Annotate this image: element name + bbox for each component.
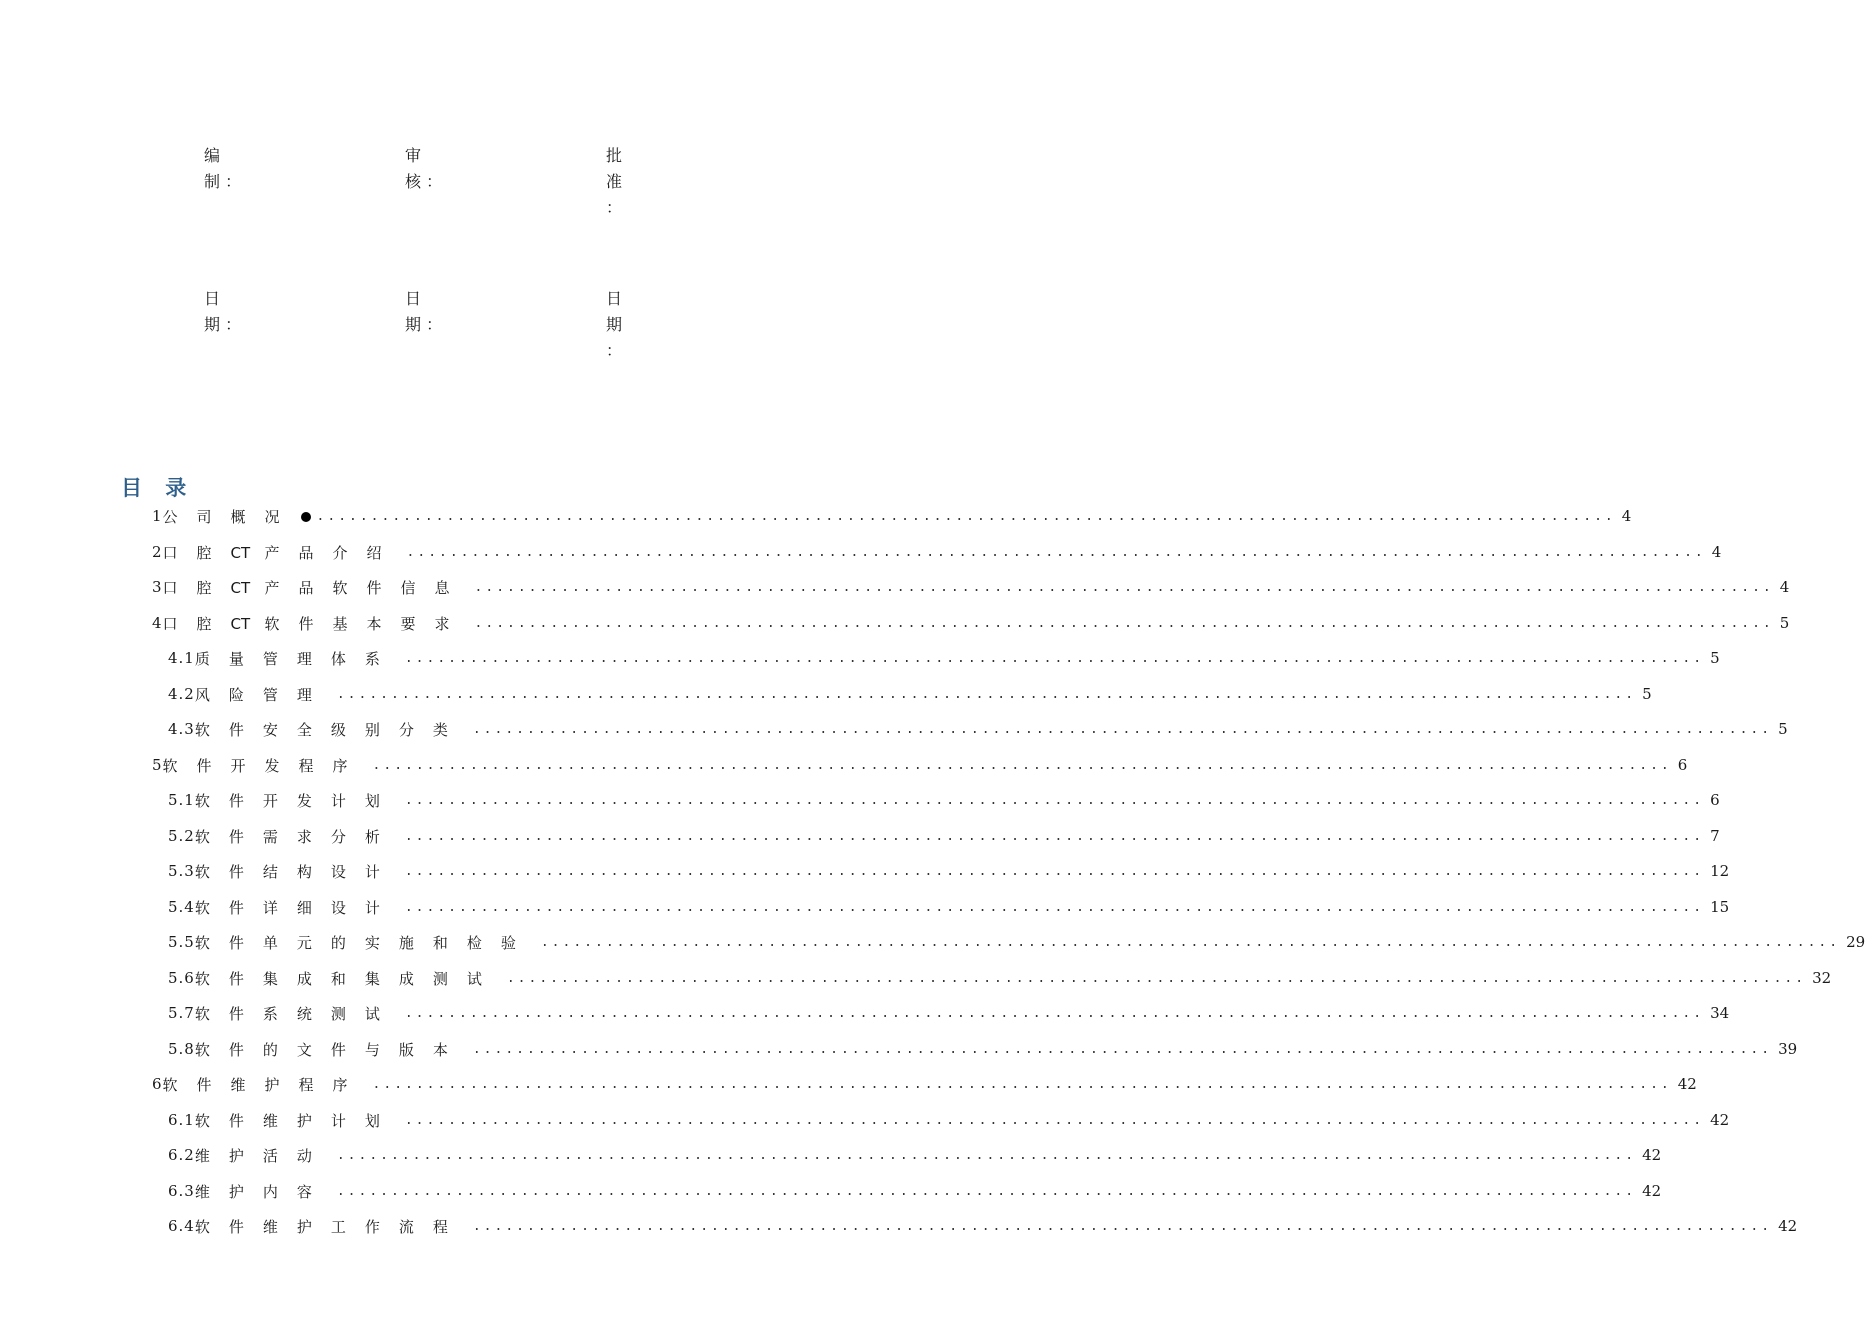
toc-entry-number: 5.8 bbox=[168, 1040, 195, 1058]
toc-leader-dots: ........................................................................................................................ bbox=[336, 1183, 1637, 1199]
toc-page-number: 39 bbox=[1778, 1040, 1798, 1058]
toc-entry-char: 计 bbox=[330, 791, 346, 810]
toc-entry-number: 5.5 bbox=[168, 933, 195, 951]
toc-entry-char: 设 bbox=[330, 862, 346, 881]
toc-leader-dots: ........................................................................................................................ bbox=[336, 686, 1637, 702]
toc-entry-char: 系 bbox=[364, 649, 380, 668]
toc-entry-char: 软 bbox=[332, 578, 348, 597]
toc-entry-char: 风 bbox=[194, 685, 210, 704]
toc-entry-char: 测 bbox=[432, 969, 448, 988]
toc-entry-number: 4 bbox=[152, 614, 163, 632]
toc-entry-char: 细 bbox=[296, 898, 312, 917]
compiled-date-line-2: 期 ： bbox=[204, 315, 242, 334]
toc-entry-char: 系 bbox=[262, 1004, 278, 1023]
toc-entry-char: 流 bbox=[398, 1217, 414, 1236]
toc-leader-dots: ........................................................................................................................ bbox=[404, 1112, 1705, 1128]
toc-entry-char: 维 bbox=[194, 1182, 210, 1201]
toc-entry[interactable] bbox=[152, 610, 1790, 636]
toc-entry-char: 动 bbox=[296, 1146, 312, 1165]
toc-entry-number: 6.1 bbox=[168, 1111, 195, 1129]
toc-leader-dots: ........................................................................................................................ bbox=[474, 615, 1774, 631]
toc-entry-char: 设 bbox=[330, 898, 346, 917]
compiled-by-line-1: 编 bbox=[204, 146, 221, 165]
toc-entry[interactable] bbox=[168, 645, 1720, 671]
toc-entry-number: 5.7 bbox=[168, 1004, 195, 1022]
toc-leader-dots: ........................................................................................................................ bbox=[506, 970, 1807, 986]
toc-page-number: 7 bbox=[1710, 827, 1720, 845]
toc-entry-char: 程 bbox=[298, 1075, 314, 1094]
bullet-icon bbox=[301, 512, 311, 522]
toc-entry-char: 的 bbox=[262, 1040, 278, 1059]
toc-entry-number: 5.1 bbox=[168, 791, 195, 809]
toc-leader-dots: ........................................................................................................................ bbox=[404, 1005, 1705, 1021]
toc-entry-char: 集 bbox=[364, 969, 380, 988]
toc-entry-char: 件 bbox=[330, 1040, 346, 1059]
toc-entry-char: 件 bbox=[228, 1040, 244, 1059]
toc-page-number: 42 bbox=[1642, 1182, 1662, 1200]
toc-entry-number: 4.2 bbox=[168, 685, 195, 703]
toc-entry-char: 腔 bbox=[196, 614, 212, 633]
toc-leader-dots: ........................................................................................................................ bbox=[404, 792, 1705, 808]
toc-entry[interactable] bbox=[168, 858, 1730, 884]
toc-entry-char: 级 bbox=[330, 720, 346, 739]
toc-leader-dots: ........................................................................................................................ bbox=[404, 828, 1705, 844]
toc-entry-char: 软 bbox=[194, 898, 210, 917]
reviewed-date-line-1: 日 bbox=[405, 289, 422, 308]
toc-entry-title bbox=[195, 861, 399, 882]
toc-entry-title bbox=[195, 1039, 467, 1060]
toc-entry-title bbox=[195, 1181, 331, 1202]
toc-entry-char: 软 bbox=[162, 1075, 178, 1094]
toc-entry-char: 护 bbox=[296, 1111, 312, 1130]
toc-entry-char: 息 bbox=[434, 578, 450, 597]
toc-page-number: 5 bbox=[1779, 614, 1790, 632]
toc-entry[interactable] bbox=[152, 503, 1632, 529]
toc-entry-char: 求 bbox=[296, 827, 312, 846]
toc-entry-char: 软 bbox=[194, 1217, 210, 1236]
toc-entry-char: 求 bbox=[434, 614, 450, 633]
toc-page-number: 12 bbox=[1710, 862, 1730, 880]
toc-entry-char: 单 bbox=[262, 933, 278, 952]
toc-entry-char: 程 bbox=[432, 1217, 448, 1236]
toc-entry-char: 软 bbox=[194, 1040, 210, 1059]
toc-entry-title bbox=[163, 506, 311, 527]
toc-page-number: 5 bbox=[1778, 720, 1788, 738]
toc-entry-char: 版 bbox=[398, 1040, 414, 1059]
toc-entry-char: 维 bbox=[194, 1146, 210, 1165]
toc-entry-char: 理 bbox=[296, 649, 312, 668]
toc-entry-char: 结 bbox=[262, 862, 278, 881]
toc-entry-char: 软 bbox=[194, 969, 210, 988]
toc-entry[interactable] bbox=[168, 929, 1865, 955]
toc-page-number: 34 bbox=[1710, 1004, 1730, 1022]
toc-entry-number: 5 bbox=[152, 756, 163, 774]
toc-entry-char: 软 bbox=[194, 720, 210, 739]
toc-page-number: 4 bbox=[1711, 543, 1722, 561]
toc-entry-number: 1 bbox=[152, 507, 163, 525]
toc-entry-char: 腔 bbox=[196, 578, 212, 597]
toc-entry-char: 集 bbox=[262, 969, 278, 988]
toc-entry[interactable] bbox=[168, 965, 1832, 991]
toc-entry-char: 腔 bbox=[196, 543, 212, 562]
toc-entry-char: 信 bbox=[400, 578, 416, 597]
toc-entry-number: 5.6 bbox=[168, 969, 195, 987]
toc-entry-char: 软 bbox=[194, 862, 210, 881]
toc-entry-title bbox=[195, 897, 399, 918]
toc-page-number: 29 bbox=[1846, 933, 1865, 951]
compiled-by-label bbox=[204, 143, 241, 195]
toc-entry-char: 件 bbox=[228, 862, 244, 881]
toc-entry-char: 理 bbox=[296, 685, 312, 704]
toc-entry-char: 口 bbox=[162, 543, 178, 562]
toc-page-number: 42 bbox=[1642, 1146, 1662, 1164]
toc-entry[interactable] bbox=[152, 1071, 1697, 1097]
toc-entry-char: 品 bbox=[298, 543, 314, 562]
toc-entry-title bbox=[195, 968, 501, 989]
approved-date-line-3: ： bbox=[606, 341, 623, 360]
toc-entry-char: 划 bbox=[364, 1111, 380, 1130]
toc-page-number: 42 bbox=[1778, 1217, 1798, 1235]
toc-entry-char: 件 bbox=[228, 898, 244, 917]
toc-entry-char: 软 bbox=[194, 791, 210, 810]
toc-entry-char: 件 bbox=[228, 791, 244, 810]
toc-entry[interactable] bbox=[168, 1000, 1730, 1026]
approved-by-line-1: 批 bbox=[606, 146, 623, 165]
toc-entry[interactable] bbox=[168, 1036, 1798, 1062]
toc-entry[interactable] bbox=[168, 1107, 1730, 1133]
toc-page-number: 4 bbox=[1621, 507, 1632, 525]
toc-entry-number: 3 bbox=[152, 578, 163, 596]
toc-entry-char: CT bbox=[230, 614, 251, 633]
toc-leader-dots: ........................................................................................................................ bbox=[406, 544, 1706, 560]
toc-page-number: 4 bbox=[1779, 578, 1790, 596]
toc-entry-char: 件 bbox=[228, 969, 244, 988]
toc-entry[interactable] bbox=[152, 539, 1722, 565]
toc-entry-char: 序 bbox=[332, 756, 348, 775]
toc-entry-char: 类 bbox=[432, 720, 448, 739]
toc-entry[interactable] bbox=[168, 681, 1652, 707]
toc-entry[interactable] bbox=[152, 574, 1790, 600]
reviewed-date-line-2: 期 ： bbox=[405, 315, 443, 334]
toc-entry-title bbox=[195, 1145, 331, 1166]
toc-entry-number: 6.2 bbox=[168, 1146, 195, 1164]
toc-entry-char: 作 bbox=[364, 1217, 380, 1236]
toc-entry-number: 2 bbox=[152, 543, 163, 561]
toc-leader-dots: ........................................................................................................................ bbox=[404, 899, 1705, 915]
toc-entry-char: 况 bbox=[264, 507, 280, 526]
toc-entry-char: 本 bbox=[366, 614, 382, 633]
toc-leader-dots: ........................................................................................................................ bbox=[472, 1041, 1773, 1057]
toc-entry-char: 验 bbox=[500, 933, 516, 952]
reviewed-date-label bbox=[405, 286, 442, 338]
toc-entry-char: 试 bbox=[364, 1004, 380, 1023]
toc-entry-char: 开 bbox=[262, 791, 278, 810]
toc-entry-char: 基 bbox=[332, 614, 348, 633]
toc-entry-char: 别 bbox=[364, 720, 380, 739]
toc-entry-char: 构 bbox=[296, 862, 312, 881]
toc-entry-char: 全 bbox=[296, 720, 312, 739]
toc-title: 目 录 bbox=[121, 476, 195, 500]
toc-entry-char: CT bbox=[230, 578, 251, 597]
toc-entry-title bbox=[195, 1003, 399, 1024]
toc-entry-char: 施 bbox=[398, 933, 414, 952]
toc-entry-char: 介 bbox=[332, 543, 348, 562]
toc-entry-char: 需 bbox=[262, 827, 278, 846]
compiled-date-line-1: 日 bbox=[204, 289, 221, 308]
toc-entry-char: 析 bbox=[364, 827, 380, 846]
toc-entry-char: 测 bbox=[330, 1004, 346, 1023]
toc-entry-char: 绍 bbox=[366, 543, 382, 562]
toc-entry-char: 维 bbox=[230, 1075, 246, 1094]
toc-page-number: 42 bbox=[1710, 1111, 1730, 1129]
toc-page-number: 5 bbox=[1710, 649, 1720, 667]
toc-entry-char: 件 bbox=[366, 578, 382, 597]
toc-entry-char: 司 bbox=[196, 507, 212, 526]
toc-entry-title bbox=[163, 542, 401, 563]
toc-entry-char: 发 bbox=[264, 756, 280, 775]
toc-entry-char: 序 bbox=[332, 1075, 348, 1094]
toc-entry-char: 开 bbox=[230, 756, 246, 775]
approved-date-line-2: 期 bbox=[606, 315, 623, 334]
toc-leader-dots: ........................................................................................................................ bbox=[472, 721, 1773, 737]
toc-entry-char: 件 bbox=[228, 1217, 244, 1236]
toc-entry-char: 维 bbox=[262, 1217, 278, 1236]
toc-entry-char: 分 bbox=[330, 827, 346, 846]
toc-entry-char: 量 bbox=[228, 649, 244, 668]
toc-entry[interactable] bbox=[168, 894, 1730, 920]
toc-page-number: 42 bbox=[1677, 1075, 1697, 1093]
toc-page-number: 32 bbox=[1812, 969, 1832, 987]
compiled-by-line-2: 制 ： bbox=[204, 172, 242, 191]
toc-entry-char: 维 bbox=[262, 1111, 278, 1130]
approved-by-line-3: ： bbox=[606, 198, 623, 217]
toc-entry-char: 口 bbox=[162, 614, 178, 633]
toc-entry-char: 检 bbox=[466, 933, 482, 952]
toc-entry-char: 成 bbox=[296, 969, 312, 988]
reviewed-by-label bbox=[405, 143, 442, 195]
toc-entry[interactable] bbox=[168, 1213, 1798, 1239]
toc-entry-char: 内 bbox=[262, 1182, 278, 1201]
toc-entry-char: 文 bbox=[296, 1040, 312, 1059]
toc-entry-char: CT bbox=[230, 543, 251, 562]
toc-entry-char: 实 bbox=[364, 933, 380, 952]
toc-entry-number: 5.2 bbox=[168, 827, 195, 845]
toc-entry-char: 与 bbox=[364, 1040, 380, 1059]
toc-entry-char: 口 bbox=[162, 578, 178, 597]
toc-entry[interactable] bbox=[168, 1142, 1662, 1168]
toc-entry-char: 安 bbox=[262, 720, 278, 739]
toc-entry-char: 体 bbox=[330, 649, 346, 668]
toc-entry-char: 要 bbox=[400, 614, 416, 633]
toc-entry-title bbox=[163, 755, 367, 776]
toc-entry-char: 详 bbox=[262, 898, 278, 917]
toc-entry-char: 软 bbox=[264, 614, 280, 633]
toc-entry-char: 计 bbox=[330, 1111, 346, 1130]
toc-entry-char: 品 bbox=[298, 578, 314, 597]
toc-entry-char: 计 bbox=[364, 862, 380, 881]
toc-entry-title bbox=[195, 932, 535, 953]
toc-entry-char: 元 bbox=[296, 933, 312, 952]
approved-by-line-2: 准 bbox=[606, 172, 623, 191]
toc-entry-number: 4.3 bbox=[168, 720, 195, 738]
toc-entry-title bbox=[195, 1216, 467, 1237]
toc-entry-char: 程 bbox=[298, 756, 314, 775]
toc-leader-dots: ........................................................................................................................ bbox=[336, 1147, 1637, 1163]
toc-leader-dots: ........................................................................................................................ bbox=[474, 579, 1774, 595]
toc-entry-char: 件 bbox=[298, 614, 314, 633]
toc-entry-char: 软 bbox=[194, 1004, 210, 1023]
toc-entry-char: 护 bbox=[228, 1146, 244, 1165]
toc-entry-char: 软 bbox=[194, 827, 210, 846]
toc-entry-char: 管 bbox=[262, 685, 278, 704]
toc-entry-char: 产 bbox=[264, 578, 280, 597]
toc-entry-char: 划 bbox=[364, 791, 380, 810]
toc-entry-char: 公 bbox=[162, 507, 178, 526]
toc-entry-number: 5.4 bbox=[168, 898, 195, 916]
toc-entry-title bbox=[195, 826, 399, 847]
toc-entry-char: 质 bbox=[194, 649, 210, 668]
toc-entry-title bbox=[195, 719, 467, 740]
toc-entry-char: 发 bbox=[296, 791, 312, 810]
toc-entry[interactable] bbox=[168, 1178, 1662, 1204]
toc-entry-char: 险 bbox=[228, 685, 244, 704]
toc-entry-number: 4.1 bbox=[168, 649, 195, 667]
toc-entry-title bbox=[195, 790, 399, 811]
toc-entry-char: 和 bbox=[330, 969, 346, 988]
toc-entry-char: 件 bbox=[196, 756, 212, 775]
compiled-date-label bbox=[204, 286, 241, 338]
approved-date-line-1: 日 bbox=[606, 289, 623, 308]
toc-entry-char: 分 bbox=[398, 720, 414, 739]
toc-entry-title bbox=[195, 648, 399, 669]
reviewed-by-line-1: 审 bbox=[405, 146, 422, 165]
toc-entry-char: 软 bbox=[194, 933, 210, 952]
toc-entry-char: 护 bbox=[264, 1075, 280, 1094]
toc-entry-char: 管 bbox=[262, 649, 278, 668]
toc-entry-char: 工 bbox=[330, 1217, 346, 1236]
toc-entry-title bbox=[195, 684, 331, 705]
toc-entry-char: 件 bbox=[228, 720, 244, 739]
toc-entry-char: 软 bbox=[162, 756, 178, 775]
toc-entry-char: 软 bbox=[194, 1111, 210, 1130]
toc-entry-char: 计 bbox=[364, 898, 380, 917]
toc-entry-title bbox=[163, 1074, 367, 1095]
toc-entry-char: 成 bbox=[398, 969, 414, 988]
toc-entry-char: 件 bbox=[228, 827, 244, 846]
toc-entry-title bbox=[195, 1110, 399, 1131]
toc-entry-title bbox=[163, 613, 469, 634]
approved-by-label bbox=[606, 143, 622, 221]
toc-page-number: 15 bbox=[1710, 898, 1730, 916]
toc-entry-char: 活 bbox=[262, 1146, 278, 1165]
toc-entry-char: 护 bbox=[296, 1217, 312, 1236]
toc-leader-dots: ........................................................................................................................ bbox=[404, 650, 1705, 666]
toc-entry-char: 试 bbox=[466, 969, 482, 988]
toc-entry-number: 5.3 bbox=[168, 862, 195, 880]
toc-entry-char: 概 bbox=[230, 507, 246, 526]
toc-entry-char: 容 bbox=[296, 1182, 312, 1201]
reviewed-by-line-2: 核 ： bbox=[405, 172, 443, 191]
toc-entry-number: 6.3 bbox=[168, 1182, 195, 1200]
toc-entry-title bbox=[163, 577, 469, 598]
toc-entry-char: 护 bbox=[228, 1182, 244, 1201]
toc-entry-char: 件 bbox=[228, 1111, 244, 1130]
toc-leader-dots: ........................................................................................................................ bbox=[372, 757, 1672, 773]
toc-page-number: 5 bbox=[1642, 685, 1652, 703]
toc-page-number: 6 bbox=[1677, 756, 1688, 774]
toc-entry[interactable] bbox=[152, 752, 1688, 778]
toc-entry-number: 6.4 bbox=[168, 1217, 195, 1235]
toc-leader-dots: ........................................................................................................................ bbox=[404, 863, 1705, 879]
toc-entry-char: 和 bbox=[432, 933, 448, 952]
toc-leader-dots: ........................................................................................................................ bbox=[540, 934, 1841, 950]
toc-entry[interactable] bbox=[168, 823, 1720, 849]
toc-entry-char: 件 bbox=[228, 933, 244, 952]
toc-entry-char: 件 bbox=[228, 1004, 244, 1023]
toc-leader-dots: ........................................................................................................................ bbox=[316, 508, 1616, 524]
toc-entry[interactable] bbox=[168, 787, 1720, 813]
toc-leader-dots: ........................................................................................................................ bbox=[372, 1076, 1672, 1092]
approved-date-label bbox=[606, 286, 622, 364]
toc-entry-char: 件 bbox=[196, 1075, 212, 1094]
toc-entry-char: 的 bbox=[330, 933, 346, 952]
toc-entry[interactable] bbox=[168, 716, 1788, 742]
toc-leader-dots: ........................................................................................................................ bbox=[472, 1218, 1773, 1234]
toc-entry-char: 产 bbox=[264, 543, 280, 562]
toc-page-number: 6 bbox=[1710, 791, 1720, 809]
toc-entry-char: 本 bbox=[432, 1040, 448, 1059]
toc-entry-number: 6 bbox=[152, 1075, 163, 1093]
toc-entry-char: 统 bbox=[296, 1004, 312, 1023]
